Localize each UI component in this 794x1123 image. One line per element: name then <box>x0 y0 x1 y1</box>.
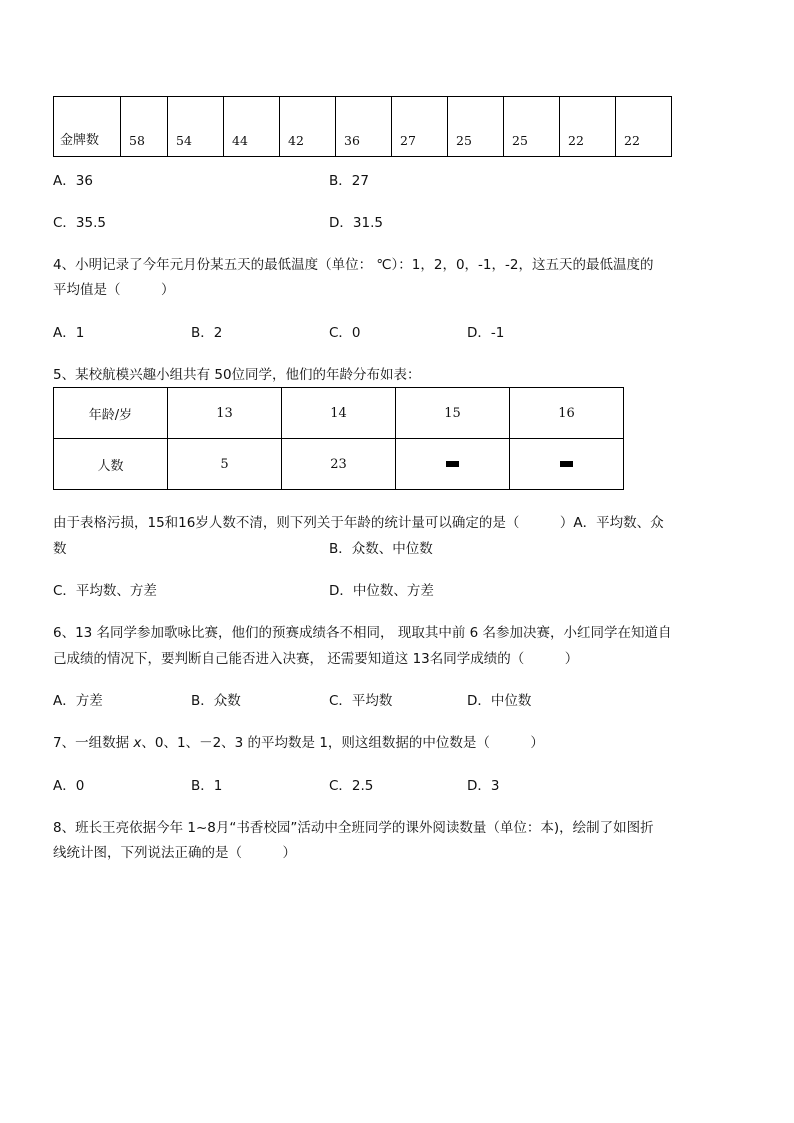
q7-option-d: D．3 <box>467 778 500 794</box>
smudged-cell <box>510 439 624 490</box>
q6-option-b: B．众数 <box>191 693 241 709</box>
q6-text-line-1: 6、13 名同学参加歌咏比赛，他们的预赛成绩各不相同， 现取其中前 6 名参加决赛，小红同学在知道自 <box>53 625 672 641</box>
table-row <box>54 388 624 439</box>
table-cell: 36 <box>336 97 392 157</box>
q7-option-c: C．2.5 <box>329 778 374 794</box>
q7-suffix: 、0、1、－2、3 的平均数是 1，则这组数据的中位数是（ ） <box>141 735 544 751</box>
q4-option-c: C．0 <box>329 325 361 341</box>
age-table <box>53 387 624 490</box>
q5-intro: 5、某校航模兴趣小组共有 50位同学，他们的年龄分布如表： <box>53 367 421 383</box>
q3-option-b: B．27 <box>329 173 369 189</box>
q3-option-c: C．35.5 <box>53 215 106 231</box>
q6-option-c: C．平均数 <box>329 693 393 709</box>
table-cell: 14 <box>282 388 396 439</box>
table-cell: 58 <box>121 97 168 157</box>
q8-text-line-1: 8、班长王亮依据今年 1~8月“书香校园”活动中全班同学的课外阅读数量（单位：本)，绘制了如图折 <box>53 820 654 836</box>
medal-table <box>53 96 672 157</box>
q5-option-c: C．平均数、方差 <box>53 583 157 599</box>
q6-option-a: A．方差 <box>53 693 103 709</box>
table-row <box>54 97 672 157</box>
table-row <box>54 439 624 490</box>
q7-variable: x <box>133 735 142 751</box>
table-cell: 44 <box>224 97 280 157</box>
table-header-cell: 年龄/岁 <box>54 388 168 439</box>
q5-text-line-1: 由于表格污损，15和16岁人数不清，则下列关于年龄的统计量可以确定的是（ ）A．平均数、众 <box>53 515 664 531</box>
table-cell: 22 <box>616 97 672 157</box>
table-header-cell: 金牌数 <box>54 97 121 157</box>
smudged-cell <box>396 439 510 490</box>
q5-option-b: B．众数、中位数 <box>329 541 433 557</box>
q8-text-line-2: 线统计图，下列说法正确的是（ ） <box>53 845 296 861</box>
q6-text-line-2: 己成绩的情况下，要判断自己能否进入决赛， 还需要知道这 13名同学成绩的（ ） <box>53 651 579 667</box>
q3-option-d: D．31.5 <box>329 215 383 231</box>
table-cell: 22 <box>560 97 616 157</box>
q7-option-a: A．0 <box>53 778 85 794</box>
table-cell: 16 <box>510 388 624 439</box>
table-cell: 15 <box>396 388 510 439</box>
q4-option-b: B．2 <box>191 325 223 341</box>
q7-prefix: 7、一组数据 <box>53 735 134 751</box>
q6-option-d: D．中位数 <box>467 693 532 709</box>
q4-option-d: D．-1 <box>467 325 505 341</box>
q7-option-b: B．1 <box>191 778 223 794</box>
table-cell: 23 <box>282 439 396 490</box>
table-cell: 54 <box>168 97 224 157</box>
table-cell: 13 <box>168 388 282 439</box>
q4-option-a: A．1 <box>53 325 85 341</box>
table-cell: 5 <box>168 439 282 490</box>
q5-text-line-2: 数 <box>53 541 67 557</box>
ink-smudge <box>446 461 459 467</box>
table-cell: 25 <box>448 97 504 157</box>
q5-option-d: D．中位数、方差 <box>329 583 434 599</box>
ink-smudge <box>560 461 573 467</box>
table-cell: 42 <box>280 97 336 157</box>
table-cell: 25 <box>504 97 560 157</box>
q4-text-line-1: 4、小明记录了今年元月份某五天的最低温度（单位： ℃）：1，2，0，-1，-2，这五天的最低温度的 <box>53 257 654 273</box>
table-header-cell: 人数 <box>54 439 168 490</box>
q3-option-a: A．36 <box>53 173 93 189</box>
q7-text <box>53 734 544 752</box>
table-cell: 27 <box>392 97 448 157</box>
q4-text-line-2: 平均值是（ ） <box>53 282 175 298</box>
